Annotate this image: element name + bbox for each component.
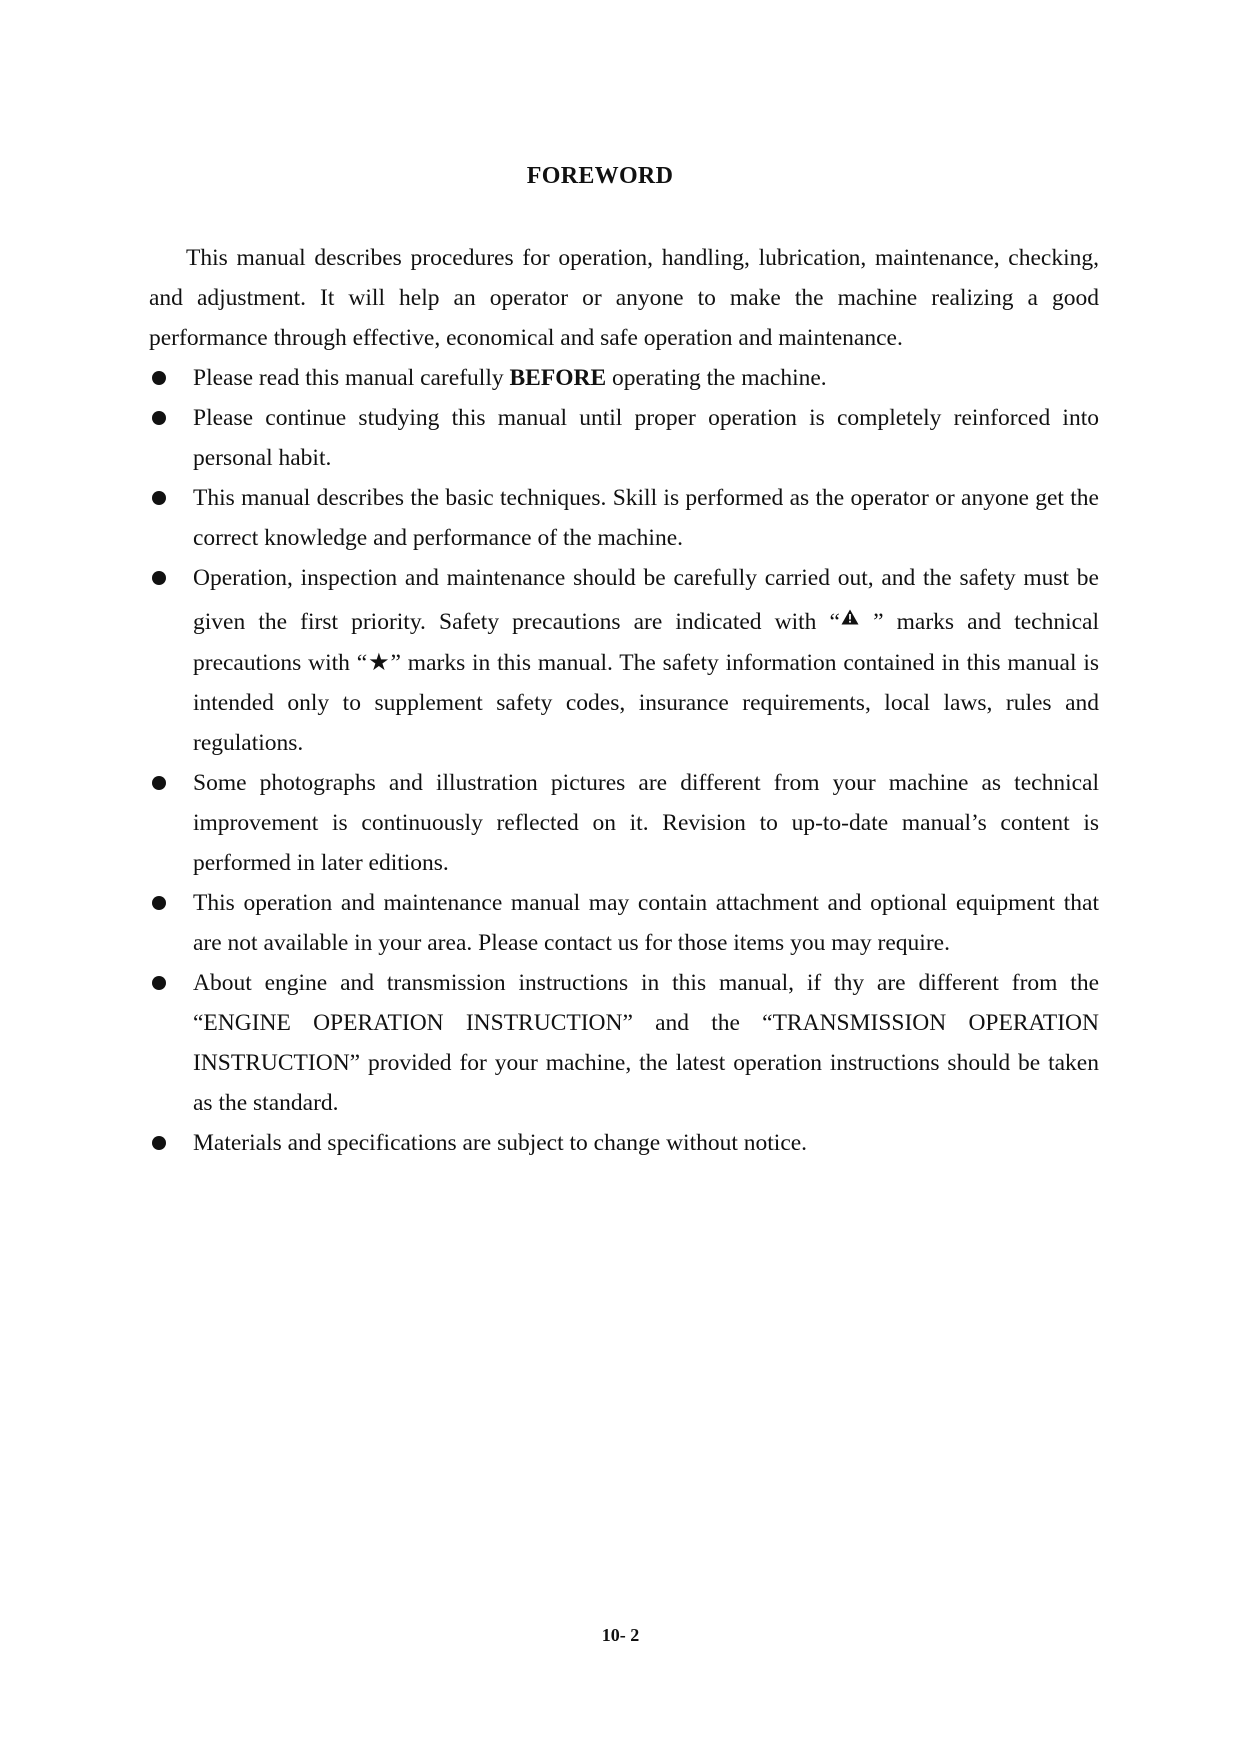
bullet-text-before: Please read this manual carefully [193,365,510,391]
page-number: 10- 2 [601,1625,640,1645]
bullet-text: This manual describes the basic techniques. Skill is performed as the operator or anyone get the correct knowledge and performance of the machine. [193,485,1099,551]
bullet-text: This operation and maintenance manual may contain attachment and optional equipment that are not available in your area. Please contact us for those items you may require. [193,890,1099,956]
bullet-text-part1: Operation, inspection and maintenance should be carefully carried out, and the safety must be given the first priority. Safety precautions are indicated with “ [193,565,1099,635]
bullet-icon [152,1136,166,1150]
bullet-icon [152,776,166,790]
list-item [149,963,1099,1123]
page-title: FOREWORD [526,163,674,189]
bullet-icon [152,411,166,425]
warning-triangle-icon [841,598,859,638]
bullet-text-after: operating the machine. [606,365,827,391]
list-item [149,558,1099,763]
bullet-text: Please continue studying this manual until proper operation is completely reinforced into personal habit. [193,405,1099,471]
list-item [149,478,1099,558]
list-item [149,763,1099,883]
foreword-bullet-list [149,358,1099,1163]
bullet-icon [152,491,166,505]
bullet-icon [152,896,166,910]
list-item [149,398,1099,478]
list-item [149,883,1099,963]
intro-paragraph: This manual describes procedures for operation, handling, lubrication, maintenance, checking, and adjustment. It will help an operator or anyone to make the machine realizing a good performance through effective, economical and safe operation and maintenance. [149,245,1099,351]
list-item [149,1123,1099,1163]
bullet-icon [152,371,166,385]
bullet-text: Materials and specifications are subject to change without notice. [193,1130,808,1156]
bullet-text-part3: ” marks in this manual. The safety information contained in this manual is intended only to supplement safety codes, insurance requirements, local laws, rules and regulations. [193,650,1100,756]
bullet-text: Some photographs and illustration pictures are different from your machine as technical improvement is continuously reflected on it. Revision to up-to-date manual’s content is performed in later editions. [193,770,1099,876]
foreword-body [149,238,1099,1163]
bullet-text: About engine and transmission instructions in this manual, if thy are different from the “ENGINE OPERATION INSTRUCTION” and the “TRANSMISSION OPERATION INSTRUCTION” provided for your machine, the latest operation instructions should be taken as the standard. [193,970,1099,1116]
bold-emphasis: BEFORE [509,365,607,391]
star-icon: ★ [367,648,391,676]
list-item [149,358,1099,398]
bullet-icon [152,976,166,990]
bullet-text-part2: ” marks and technical precautions with “ [193,609,1099,676]
bullet-icon [152,571,166,585]
